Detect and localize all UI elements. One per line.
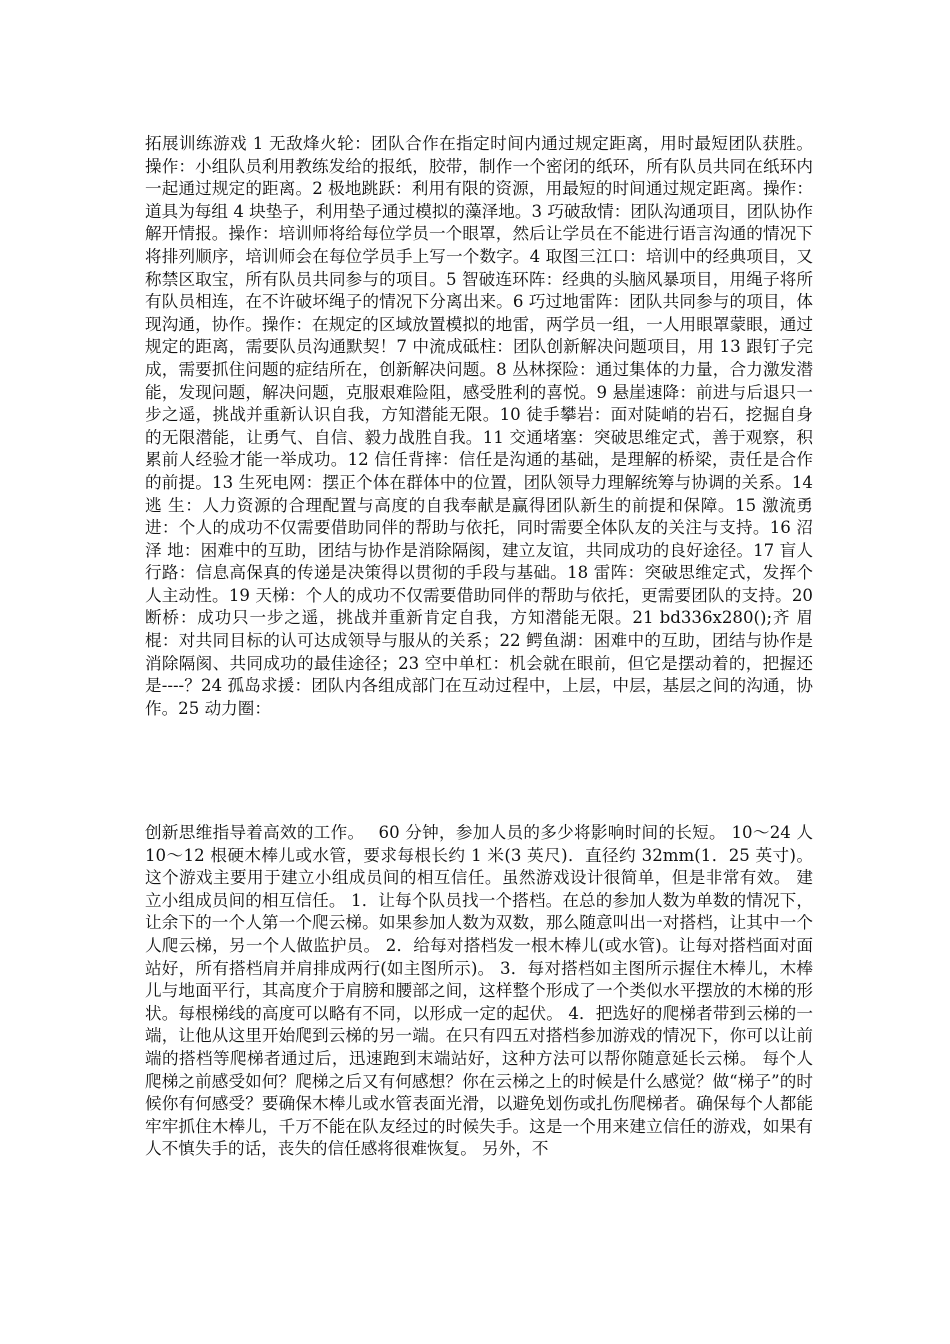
- body-paragraph-2: 创新思维指导着高效的工作。 60 分钟，参加人员的多少将影响时间的长短。 10～24 人 10～12 根硬木棒儿或水管，要求每根长约 1 米(3 英尺)．直径约 32mm(1．25 英寸)。 这个游戏主要用于建立小组成员间的相互信任。虽然游戏设计很简单，但是非常有效。 建立小组成员间的相互信任。 1．让每个队员找一个搭档。在总的参加人数为单数的情况下，让余下的一个人第一个爬云梯。如果参加人数为双数，那么随意叫出一对搭档，让其中一个人爬云梯，另一个人做监护员。 2．给每对搭档发一根木棒儿(或水管)。让每对搭档面对面站好，所有搭档肩并肩排成两行(如主图所示)。 3．每对搭档如主图所示握住木棒儿，木棒儿与地面平行，其高度介于肩膀和腰部之间，这样整个形成了一个类似水平摆放的木梯的形状。每根梯线的高度可以略有不同，以形成一定的起伏。 4．把选好的爬梯者带到云梯的一端，让他从这里开始爬到云梯的另一端。在只有四五对搭档参加游戏的情况下，你可以让前端的搭档等爬梯者通过后，迅速跑到末端站好，这种方法可以帮你随意延长云梯。 每个人爬梯之前感受如何？爬梯之后又有何感想？你在云梯之上的时候是什么感觉？做“梯子”的时候你有何感受？要确保木棒儿或水管表面光滑，以避免划伤或扎伤爬梯者。确保每个人都能牢牢抓住木棒儿，千万不能在队友经过的时候失手。这是一个用来建立信任的游戏，如果有人不慎失手的话，丧失的信任感将很难恢复。 另外，不: [145, 823, 813, 1159]
- body-paragraph-1: 拓展训练游戏 1 无敌烽火轮：团队合作在指定时间内通过规定距离，用时最短团队获胜。操作：小组队员利用教练发给的报纸，胶带，制作一个密闭的纸环，所有队员共同在纸环内一起通过规定的距离。2 极地跳跃：利用有限的资源，用最短的时间通过规定距离。操作：道具为每组 4 块垫子，利用垫子通过模拟的藻泽地。3 巧破敌情：团队沟通项目，团队协作解开情报。操作：培训师将给每位学员一个眼罩，然后让学员在不能进行语言沟通的情况下将排列顺序，培训师会在每位学员手上写一个数字。4 取图三江口：培训中的经典项目，又称禁区取宝，所有队员共同参与的项目。5 智破连环阵：经典的头脑风暴项目，用绳子将所有队员相连，在不许破坏绳子的情况下分离出来。6 巧过地雷阵：团队共同参与的项目，体现沟通，协作。操作：在规定的区域放置模拟的地雷，两学员一组，一人用眼罩蒙眼，通过规定的距离，需要队员沟通默契！7 中流成砥柱：团队创新解决问题项目，用 13 跟钉子完成，需要抓住问题的症结所在，创新解决问题。8 丛林探险：通过集体的力量，合力激发潜能，发现问题，解决问题，克服艰难险阻，感受胜利的喜悦。9 悬崖速降：前进与后退只一步之遥，挑战并重新认识自我，方知潜能无限。10 徒手攀岩：面对陡峭的岩石，挖掘自身的无限潜能，让勇气、自信、毅力战胜自我。11 交通堵塞：突破思维定式，善于观察，积累前人经验才能一举成功。12 信任背摔：信任是沟通的基础，是理解的桥梁，责任是合作的前提。13 生死电网：摆正个体在群体中的位置，团队领导力理解统筹与协调的关系。14 逃 生：人力资源的合理配置与高度的自我奉献是赢得团队新生的前提和保障。15 激流勇进：个人的成功不仅需要借助同伴的帮助与依托，同时需要全体队友的关注与支持。16 沼 泽 地：困难中的互助，团结与协作是消除隔阂，建立友谊，共同成功的良好途径。17 盲人行路：信息高保真的传递是决策得以贯彻的手段与基础。18 雷阵：突破思维定式，发挥个人主动性。19 天梯：个人的成功不仅需要借助同伴的帮助与依托，更需要团队的支持。20 断桥：成功只一步之遥，挑战并重新肯定自我，方知潜能无限。21 bd336x280();齐 眉 棍：对共同目标的认可达成领导与服从的关系；22 鳄鱼湖：困难中的互助，团结与协作是消除隔阂、共同成功的最佳途径；23 空中单杠：机会就在眼前，但它是摆动着的，把握还是----？24 孤岛求援：团队内各组成部门在互动过程中，上层，中层，基层之间的沟通，协作。25 动力圈：: [145, 134, 813, 718]
